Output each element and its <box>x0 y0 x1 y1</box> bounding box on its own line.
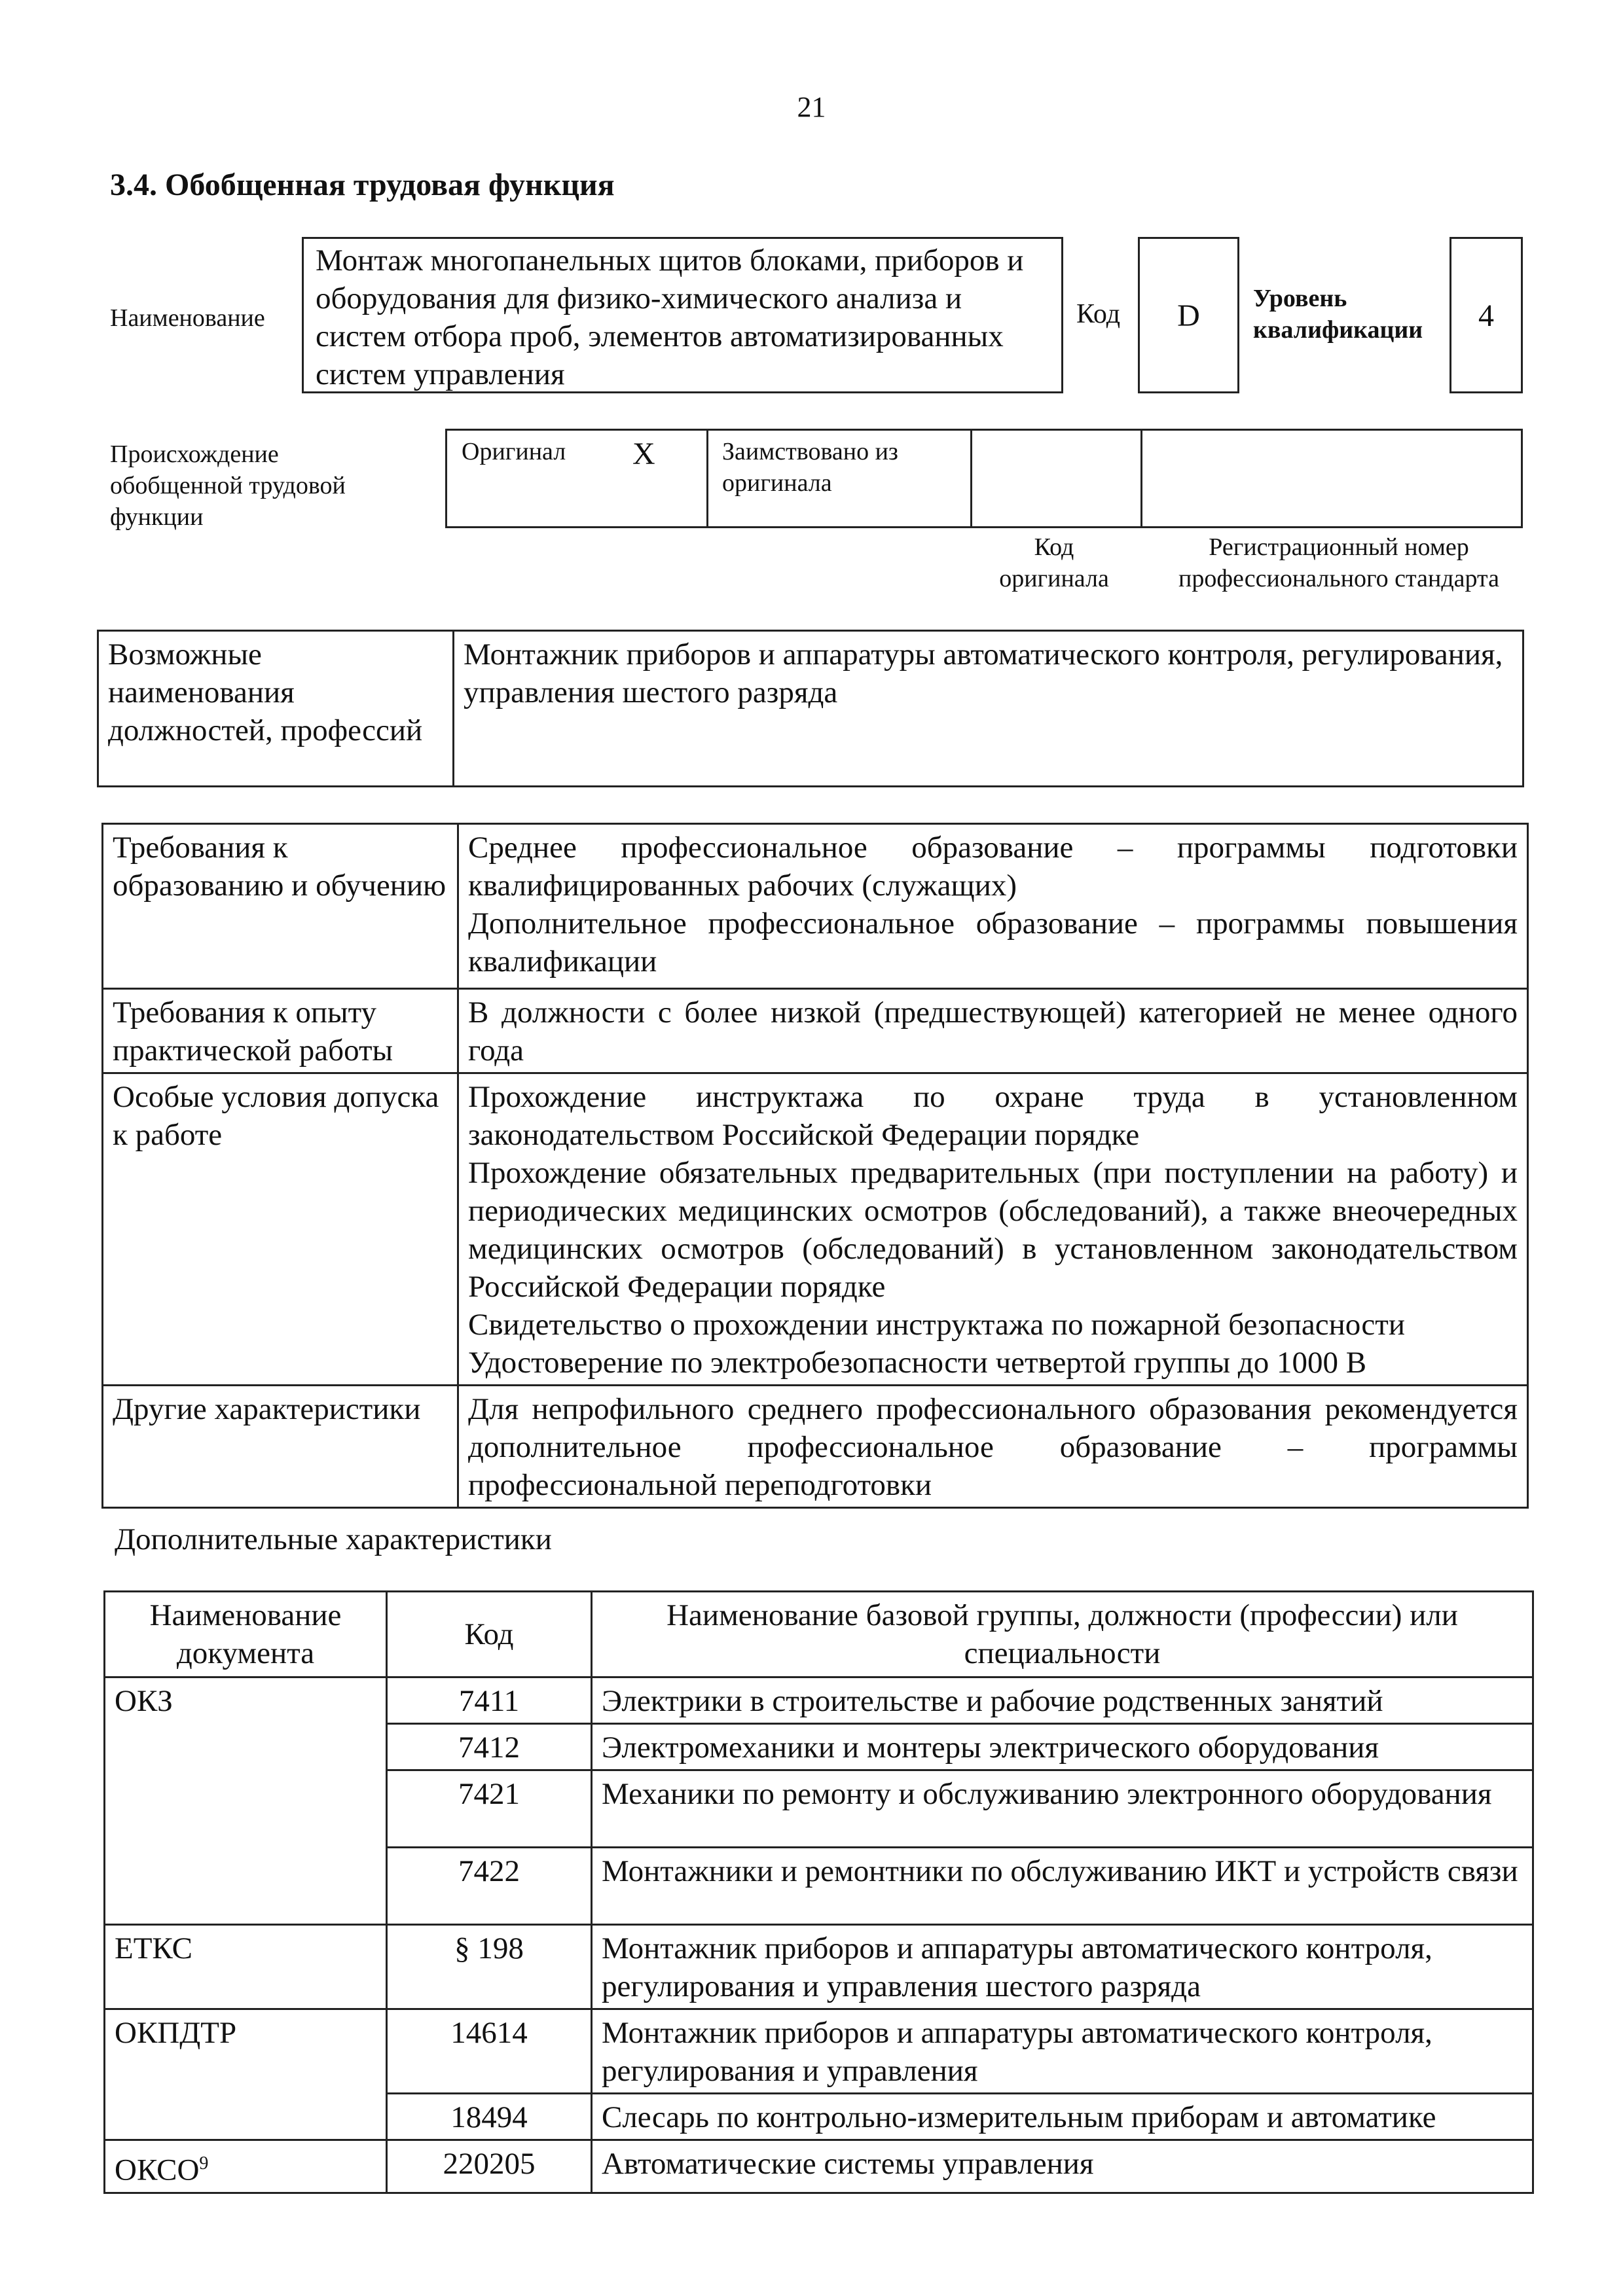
level-label: Уровень квалификации <box>1253 285 1423 344</box>
requirement-value <box>458 824 1528 989</box>
requirement-label: Требования к опыту практической работы <box>103 989 458 1073</box>
requirement-label: Особые условия допуска к работе <box>103 1073 458 1386</box>
additional-table <box>103 1590 1534 2194</box>
doc-cell: ОКЗ <box>105 1677 387 1925</box>
code-cell: 14614 <box>387 2009 592 2094</box>
doc-cell <box>105 2140 387 2193</box>
code-cell: 7411 <box>387 1677 592 1724</box>
code-cell: 220205 <box>387 2140 592 2193</box>
code-cell: 7422 <box>387 1848 592 1925</box>
positions-value: Монтажник приборов и аппаратуры автоматического контроля, регулирования, управления шестого разряда <box>454 631 1523 787</box>
origin-table <box>445 429 1523 528</box>
additional-title: Дополнительные характеристики <box>115 1522 552 1556</box>
positions-label: Возможные наименования должностей, профессий <box>98 631 454 787</box>
doc-cell: ЕТКС <box>105 1925 387 2009</box>
function-name-value: Монтаж многопанельных щитов блоками, приборов и оборудования для физико-химического анализа и систем отбора проб, элементов автоматизированных систем управления <box>302 237 1063 393</box>
name-cell: Слесарь по контрольно-измерительным приборам и автоматике <box>592 2094 1533 2140</box>
level-value: 4 <box>1450 237 1523 393</box>
original-mark: X <box>632 437 655 471</box>
requirement-value <box>458 1073 1528 1386</box>
name-cell: Электромеханики и монтеры электрического оборудования <box>592 1724 1533 1770</box>
origin-divider <box>1140 431 1142 526</box>
name-cell: Монтажник приборов и аппаратуры автоматического контроля, регулирования и управления шестого разряда <box>592 1925 1533 2009</box>
requirement-line: Удостоверение по электробезопасности четвертой группы до 1000 В <box>468 1346 1367 1380</box>
requirements-table <box>101 823 1529 1509</box>
name-cell: Монтажник приборов и аппаратуры автоматического контроля, регулирования и управления <box>592 2009 1533 2094</box>
code-cell: 7412 <box>387 1724 592 1770</box>
code-cell: § 198 <box>387 1925 592 2009</box>
requirement-line: В должности с более низкой (предшествующей) категорией не менее одного года <box>468 996 1518 1067</box>
code-original-caption: Код оригинала <box>999 533 1109 592</box>
code-value: D <box>1138 237 1239 393</box>
original-label: Оригинал <box>462 438 566 465</box>
borrowed-label: Заимствовано из оригинала <box>722 438 898 497</box>
requirement-label: Требования к образованию и обучению <box>103 824 458 989</box>
code-cell: 7421 <box>387 1770 592 1848</box>
name-cell: Монтажники и ремонтники по обслуживанию ИКТ и устройств связи <box>592 1848 1533 1925</box>
requirement-value <box>458 989 1528 1073</box>
name-cell: Механики по ремонту и обслуживанию электронного оборудования <box>592 1770 1533 1848</box>
section-title: 3.4. Обобщенная трудовая функция <box>110 168 615 202</box>
doc-text: ОКСО <box>115 2153 200 2187</box>
name-cell: Автоматические системы управления <box>592 2140 1533 2193</box>
origin-divider <box>706 431 708 526</box>
header-code: Код <box>387 1592 592 1677</box>
header-name: Наименование базовой группы, должности (профессии) или специальности <box>592 1592 1533 1677</box>
requirement-line: Прохождение обязательных предварительных (при поступлении на работу) и периодических медицинских осмотров (обследований), а также внеочередных медицинских осмотров (обследований) в установленном законодательством Российской Федерации порядке <box>468 1156 1518 1304</box>
requirement-line: Для непрофильного среднего профессионального образования рекомендуется дополнительное профессиональное образование – программы профессиональной переподготовки <box>468 1392 1518 1502</box>
page-number: 21 <box>797 91 826 123</box>
doc-cell: ОКПДТР <box>105 2009 387 2140</box>
requirement-line: Свидетельство о прохождении инструктажа по пожарной безопасности <box>468 1308 1405 1342</box>
positions-table <box>97 630 1524 787</box>
requirement-line: Дополнительное профессиональное образование – программы повышения квалификации <box>468 906 1518 978</box>
origin-label: Происхождение обобщенной трудовой функции <box>110 440 346 531</box>
code-label: Код <box>1076 299 1121 329</box>
origin-divider <box>970 431 972 526</box>
requirement-line: Среднее профессиональное образование – программы подготовки квалифицированных рабочих (служащих) <box>468 831 1518 903</box>
requirement-label: Другие характеристики <box>103 1386 458 1508</box>
requirement-line: Прохождение инструктажа по охране труда в установленном законодательством Российской Федерации порядке <box>468 1080 1518 1152</box>
code-cell: 18494 <box>387 2094 592 2140</box>
header-doc: Наименование документа <box>105 1592 387 1677</box>
reg-number-caption: Регистрационный номер профессионального стандарта <box>1178 533 1499 592</box>
name-label: Наименование <box>110 304 265 332</box>
footnote-marker: 9 <box>199 2153 209 2174</box>
requirement-value <box>458 1386 1528 1508</box>
name-cell: Электрики в строительстве и рабочие родственных занятий <box>592 1677 1533 1724</box>
